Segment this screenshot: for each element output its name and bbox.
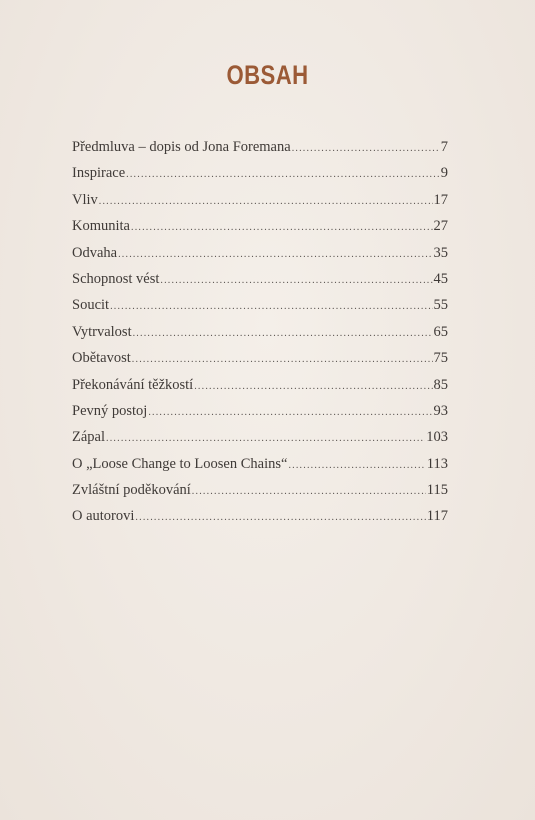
toc-entry — [72, 271, 448, 297]
toc-entry-title: Pevný postoj — [72, 402, 148, 419]
toc-entry-page: 115 — [426, 482, 448, 499]
toc-entry-title: Obětavost — [72, 350, 131, 367]
toc-leader-dots — [132, 354, 433, 365]
toc-entry — [72, 456, 448, 482]
toc-entry-title: Zvláštní poděkování — [72, 482, 191, 499]
toc-entry-title: Komunita — [72, 218, 130, 235]
toc-entry — [72, 508, 448, 534]
toc-entry-page: 35 — [433, 244, 448, 261]
toc-entry — [72, 324, 448, 350]
toc-entry-page: 27 — [433, 218, 448, 235]
toc-entry-page: 45 — [433, 270, 448, 287]
toc-entry-page: 103 — [426, 429, 448, 446]
toc-entry-title: O „Loose Change to Loosen Chains“ — [72, 455, 288, 472]
toc-entry — [72, 350, 448, 376]
toc-entry-title: Vliv — [72, 191, 98, 208]
toc-entry-page: 7 — [440, 139, 448, 155]
toc-entry-page: 85 — [433, 376, 448, 393]
toc-entry — [72, 165, 448, 191]
toc-entry-title: Soucit — [72, 297, 110, 314]
toc-entry-page: 113 — [426, 455, 448, 472]
toc-entry — [72, 245, 448, 271]
toc-entry — [72, 482, 448, 508]
toc-leader-dots — [194, 381, 432, 392]
toc-leader-dots — [126, 169, 440, 180]
toc-entry — [72, 139, 448, 165]
toc-entry-title: Předmluva – dopis od Jona Foremana — [72, 139, 291, 155]
toc-entry-title: Zápal — [72, 429, 106, 446]
toc-entry-page: 93 — [433, 402, 448, 419]
toc-leader-dots — [192, 486, 426, 497]
toc-entry-page: 65 — [433, 323, 448, 340]
toc-entry-title: Vytrvalost — [72, 323, 132, 340]
toc-entry — [72, 218, 448, 244]
toc-entry — [72, 429, 448, 455]
toc-leader-dots — [106, 433, 425, 444]
toc-leader-dots — [118, 249, 432, 260]
page-title: OBSAH — [226, 60, 309, 90]
toc-leader-dots — [160, 275, 432, 286]
toc-leader-dots — [135, 512, 425, 523]
toc-entry — [72, 192, 448, 218]
toc-leader-dots — [148, 407, 432, 418]
toc-leader-dots — [131, 222, 433, 233]
toc-entry-page: 55 — [433, 297, 448, 314]
toc-leader-dots — [110, 301, 432, 312]
toc-entry-title: O autorovi — [72, 508, 135, 525]
toc-entry-page: 17 — [433, 191, 448, 208]
toc-leader-dots — [292, 143, 440, 154]
toc-entry-page: 117 — [426, 508, 448, 525]
toc-leader-dots — [288, 460, 425, 471]
toc-leader-dots — [133, 328, 433, 339]
toc-leader-dots — [99, 196, 433, 207]
toc-entry-page: 75 — [433, 350, 448, 367]
toc-entry-title: Odvaha — [72, 244, 118, 261]
toc-entry-title: Inspirace — [72, 165, 126, 182]
toc-entry — [72, 297, 448, 323]
table-of-contents — [72, 139, 448, 535]
toc-entry-page: 9 — [440, 165, 448, 182]
toc-entry-title: Schopnost vést — [72, 270, 160, 287]
toc-entry — [72, 377, 448, 403]
toc-entry-title: Překonávání těžkostí — [72, 376, 194, 393]
toc-entry — [72, 403, 448, 429]
